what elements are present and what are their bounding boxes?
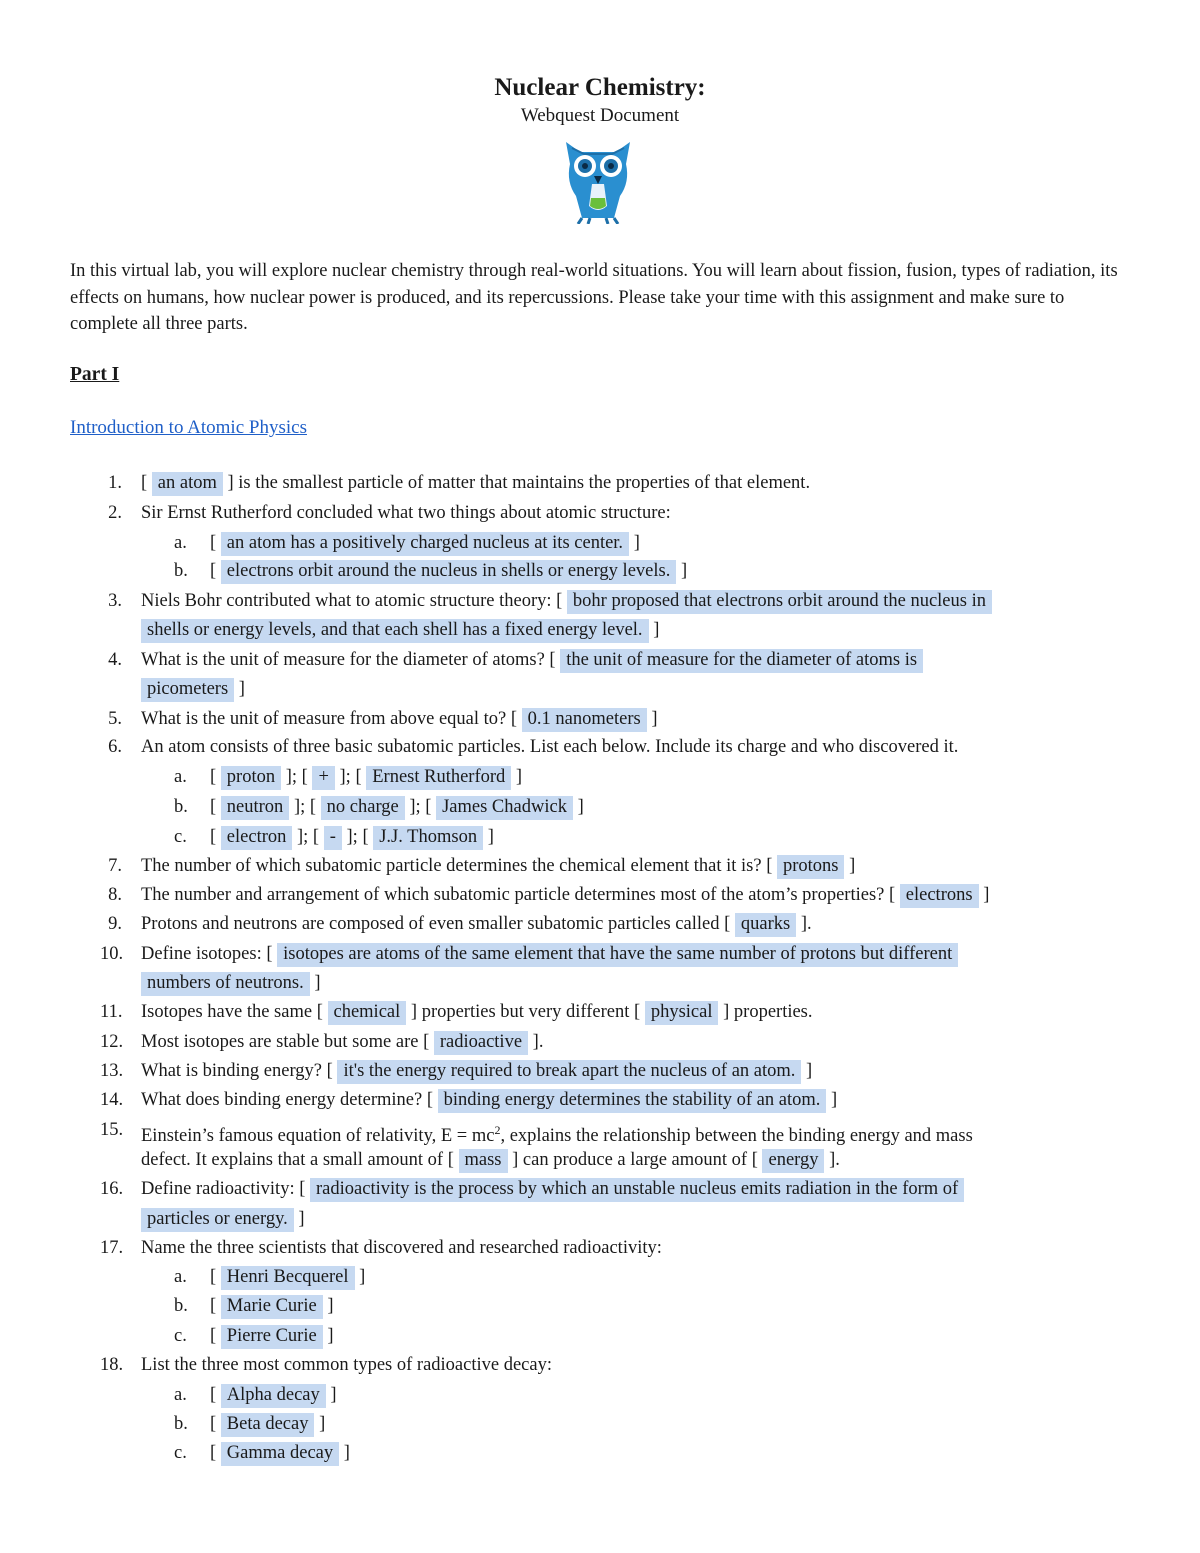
question-line: The number and arrangement of which subatomic particle determines most of the atom’s properties? [ electrons ]	[141, 882, 989, 908]
question-line: Niels Bohr contributed what to atomic structure theory: [ bohr proposed that electrons orbit around the nucleus in	[141, 588, 992, 614]
answer-line: [ neutron ]; [ no charge ]; [ James Chadwick ]	[210, 794, 584, 820]
question-text: An atom consists of three basic subatomic particles. List each below. Include its charge and who discovered it.	[141, 737, 959, 757]
answer-line: numbers of neutrons. ]	[141, 970, 321, 996]
answer-line: [ Henri Becquerel ]	[210, 1264, 365, 1290]
section-link[interactable]: Introduction to Atomic Physics	[70, 417, 307, 438]
answer-field[interactable]: electrons orbit around the nucleus in shells or energy levels.	[221, 560, 677, 584]
answer-field[interactable]: an atom has a positively charged nucleus at its center.	[221, 532, 629, 556]
answer-line: [ Gamma decay ]	[210, 1440, 350, 1466]
charge-field[interactable]: -	[324, 826, 342, 850]
answer-field[interactable]: it's the energy required to break apart the nucleus of an atom.	[337, 1060, 801, 1084]
answer-field[interactable]: binding energy determines the stability of an atom.	[438, 1089, 827, 1113]
answer-field[interactable]: energy	[762, 1149, 824, 1173]
answer-line: [ an atom has a positively charged nucleus at its center. ]	[210, 530, 640, 556]
answer-field[interactable]: electrons	[900, 884, 979, 908]
discoverer-field[interactable]: Ernest Rutherford	[366, 766, 511, 790]
question-text: can produce a large amount of	[522, 1150, 748, 1170]
question-line: What is the unit of measure for the diameter of atoms? [ the unit of measure for the diameter of atoms is	[141, 647, 923, 673]
answer-line: [ electron ]; [ - ]; [ J.J. Thomson ]	[210, 824, 494, 850]
part-heading: Part I	[70, 364, 120, 385]
answer-field[interactable]: Pierre Curie	[221, 1325, 323, 1349]
answer-line: particles or energy. ]	[141, 1206, 305, 1232]
answer-field[interactable]: Alpha decay	[221, 1384, 326, 1408]
question-text: What is the unit of measure from above equal to?	[141, 709, 507, 729]
question-text: is the smallest particle of matter that maintains the properties of that element.	[238, 473, 811, 493]
item-number: 8.	[108, 885, 122, 905]
item-number: 7.	[108, 856, 122, 876]
question-text: Niels Bohr contributed what to atomic structure theory:	[141, 591, 552, 611]
question-text: Most isotopes are stable but some are	[141, 1032, 419, 1052]
answer-field[interactable]: shells or energy levels, and that each shell has a fixed energy level.	[141, 619, 649, 643]
question-text: List the three most common types of radioactive decay:	[141, 1355, 552, 1375]
question-text: Sir Ernst Rutherford concluded what two things about atomic structure:	[141, 503, 671, 523]
answer-field[interactable]: isotopes are atoms of the same element that have the same number of protons but different	[277, 943, 958, 967]
question-line	[141, 1117, 973, 1149]
item-number: 4.	[108, 650, 122, 670]
answer-line: [ Beta decay ]	[210, 1411, 325, 1437]
answer-field[interactable]: protons	[777, 855, 845, 879]
answer-field[interactable]: quarks	[735, 913, 796, 937]
question-text: The number of which subatomic particle determines the chemical element that it is?	[141, 856, 762, 876]
item-number: 3.	[108, 591, 122, 611]
answer-line: picometers ]	[141, 676, 245, 702]
answer-field[interactable]: radioactive	[434, 1031, 528, 1055]
item-number: 5.	[108, 709, 122, 729]
question-text: Protons and neutrons are composed of even smaller subatomic particles called	[141, 914, 720, 934]
question-line: defect. It explains that a small amount of [ mass ] can produce a large amount of [ energy ].	[141, 1147, 840, 1173]
answer-field[interactable]: particles or energy.	[141, 1208, 294, 1232]
discoverer-field[interactable]: James Chadwick	[436, 796, 573, 820]
particle-field[interactable]: proton	[221, 766, 281, 790]
item-number: 18.	[100, 1355, 124, 1375]
question-text: defect. It explains that a small amount of	[141, 1150, 444, 1170]
item-number: 1.	[108, 473, 122, 493]
question-text: Name the three scientists that discovered and researched radioactivity:	[141, 1238, 662, 1258]
answer-field[interactable]: mass	[459, 1149, 508, 1173]
answer-line: [ Pierre Curie ]	[210, 1323, 334, 1349]
answer-line: [ Alpha decay ]	[210, 1382, 337, 1408]
sub-label: b.	[174, 1296, 188, 1316]
answer-field[interactable]: the unit of measure for the diameter of atoms is	[560, 649, 923, 673]
item-number: 15.	[100, 1120, 124, 1140]
sub-label: c.	[174, 827, 187, 847]
item-number: 13.	[100, 1061, 124, 1081]
question-text: The number and arrangement of which subatomic particle determines most of the atom’s properties?	[141, 885, 885, 905]
sub-label: c.	[174, 1443, 187, 1463]
sub-label: b.	[174, 797, 188, 817]
answer-field[interactable]: Beta decay	[221, 1413, 315, 1437]
answer-field[interactable]: numbers of neutrons.	[141, 972, 310, 996]
answer-line: shells or energy levels, and that each shell has a fixed energy level. ]	[141, 617, 659, 643]
sub-label: a.	[174, 767, 187, 787]
question-text: Define radioactivity:	[141, 1179, 295, 1199]
answer-field[interactable]: 0.1 nanometers	[522, 708, 647, 732]
question-line: Define isotopes: [ isotopes are atoms of the same element that have the same number of protons but different	[141, 941, 958, 967]
question-line: What does binding energy determine? [ binding energy determines the stability of an atom. ]	[141, 1087, 837, 1113]
question-text: properties.	[733, 1002, 813, 1022]
item-number: 14.	[100, 1090, 124, 1110]
answer-field[interactable]: Henri Becquerel	[221, 1266, 355, 1290]
sub-label: b.	[174, 561, 188, 581]
question-line: What is binding energy? [ it's the energy required to break apart the nucleus of an atom. ]	[141, 1058, 812, 1084]
question-text: [ an atom ] is the smallest particle of matter that maintains the properties of that element.	[141, 470, 810, 496]
answer-line: [ electrons orbit around the nucleus in shells or energy levels. ]	[210, 558, 687, 584]
answer-field[interactable]: Gamma decay	[221, 1442, 339, 1466]
item-number: 10.	[100, 944, 124, 964]
owl-logo-icon	[558, 134, 638, 224]
page-subtitle: Webquest Document	[520, 105, 680, 126]
item-number: 2.	[108, 503, 122, 523]
particle-field[interactable]: electron	[221, 826, 293, 850]
answer-field[interactable]: Marie Curie	[221, 1295, 323, 1319]
discoverer-field[interactable]: J.J. Thomson	[373, 826, 483, 850]
question-text: What is the unit of measure for the diameter of atoms?	[141, 650, 545, 670]
question-line: The number of which subatomic particle determines the chemical element that it is? [ protons ]	[141, 853, 855, 879]
sub-label: a.	[174, 1267, 187, 1287]
answer-field[interactable]: an atom	[152, 472, 223, 496]
answer-field[interactable]: picometers	[141, 678, 234, 702]
question-line: Most isotopes are stable but some are [ radioactive ].	[141, 1029, 543, 1055]
charge-field[interactable]: no charge	[321, 796, 405, 820]
question-text: Define isotopes:	[141, 944, 262, 964]
sub-label: b.	[174, 1414, 188, 1434]
question-text: properties but very different	[421, 1002, 630, 1022]
question-line: Define radioactivity: [ radioactivity is the process by which an unstable nucleus emits radiation in the form of	[141, 1176, 964, 1202]
question-text: Isotopes have the same	[141, 1002, 313, 1022]
answer-line: [ Marie Curie ]	[210, 1293, 334, 1319]
item-number: 11.	[100, 1002, 123, 1022]
question-text: Einstein’s famous equation of relativity, E = mc	[141, 1126, 495, 1147]
question-line: Isotopes have the same [ chemical ] properties but very different [ physical ] properties.	[141, 999, 813, 1025]
item-number: 6.	[108, 737, 122, 757]
particle-field[interactable]: neutron	[221, 796, 290, 820]
question-line: What is the unit of measure from above equal to? [ 0.1 nanometers ]	[141, 706, 658, 732]
question-text: What does binding energy determine?	[141, 1090, 423, 1110]
sub-label: a.	[174, 533, 187, 553]
question-text: What is binding energy?	[141, 1061, 323, 1081]
question-line: Protons and neutrons are composed of even smaller subatomic particles called [ quarks ].	[141, 911, 812, 937]
charge-field[interactable]: +	[312, 766, 334, 790]
page-title: Nuclear Chemistry:	[494, 74, 706, 101]
answer-field[interactable]: chemical	[328, 1001, 407, 1025]
sub-label: a.	[174, 1385, 187, 1405]
question-text: , explains the relationship between the binding energy and mass	[500, 1126, 973, 1147]
item-number: 9.	[108, 914, 122, 934]
item-number: 16.	[100, 1179, 124, 1199]
answer-field[interactable]: bohr proposed that electrons orbit around the nucleus in	[567, 590, 992, 614]
exponent: 2	[494, 1123, 501, 1137]
answer-line: [ proton ]; [ + ]; [ Ernest Rutherford ]	[210, 764, 522, 790]
item-number: 12.	[100, 1032, 124, 1052]
sub-label: c.	[174, 1326, 187, 1346]
item-number: 17.	[100, 1238, 124, 1258]
answer-field[interactable]: physical	[645, 1001, 719, 1025]
intro-paragraph: In this virtual lab, you will explore nuclear chemistry through real-world situations. You will learn about fission, fusion, types of radiation, its effects on humans, how nuclear power is produced, and its repercussions. Please take your time with this assignment and make sure to complete all three parts.	[70, 261, 1118, 334]
answer-field[interactable]: radioactivity is the process by which an unstable nucleus emits radiation in the form of	[310, 1178, 964, 1202]
